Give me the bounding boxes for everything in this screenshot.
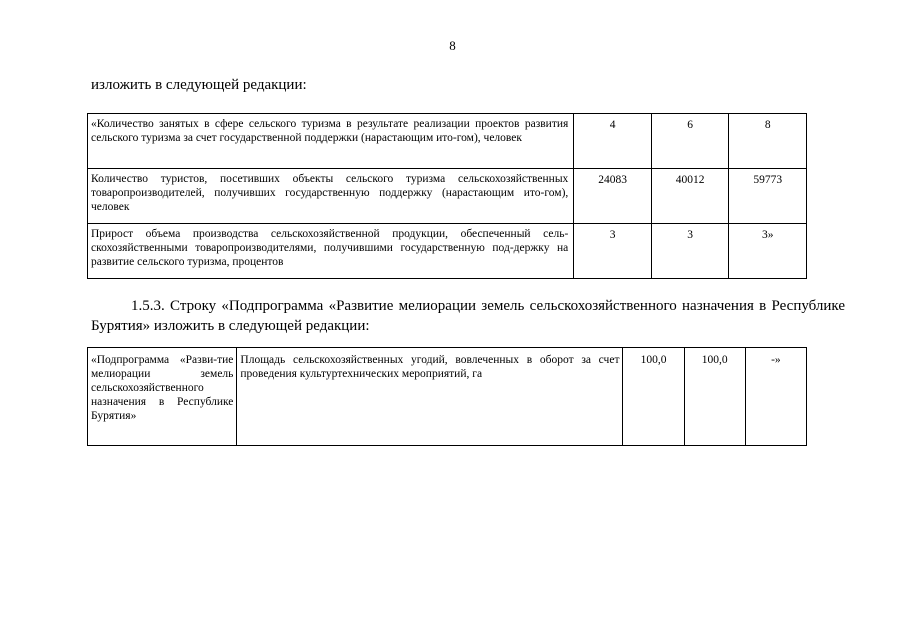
indicator-description: Количество туристов, посетивших объекты сельского туризма сельскохозяйственных товаропроизводителей, получивших государственную поддержку (нарастающим ито-гом), человек [88,169,574,224]
indicator-value: 100,0 [684,348,745,446]
table-row [88,114,807,169]
subprogram-table [87,347,807,446]
indicator-description: Площадь сельскохозяйственных угодий, вовлеченных в оборот за счет проведения культуртехнических мероприятий, га [237,348,623,446]
table-row [88,169,807,224]
table-row [88,348,807,446]
indicator-value: 59773 [729,169,807,224]
indicator-value: 6 [651,114,729,169]
indicator-value: 3» [729,224,807,279]
indicator-value: 3 [574,224,652,279]
indicator-value: 40012 [651,169,729,224]
intro-text: изложить в следующей редакции: [91,77,307,93]
indicator-value: 3 [651,224,729,279]
indicator-value: 4 [574,114,652,169]
table-row [88,224,807,279]
indicator-value: 24083 [574,169,652,224]
amendment-paragraph: 1.5.3. Строку «Подпрограмма «Развитие мелиорации земель сельскохозяйственного назначения в Республике Бурятия» изложить в следующей редакции: [91,298,845,334]
subprogram-name: «Подпрограмма «Разви-тие мелиорации земель сельскохозяйственного назначения в Республике Бурятия» [88,348,237,446]
indicator-value: 8 [729,114,807,169]
indicator-value: -» [745,348,806,446]
indicator-description: «Количество занятых в сфере сельского туризма в результате реализации проектов развития сельского туризма за счет государственной поддержки (нарастающим ито-гом), человек [88,114,574,169]
indicator-value: 100,0 [623,348,684,446]
page-number: 8 [449,38,456,53]
indicator-description: Прирост объема производства сельскохозяйственной продукции, обеспеченный сель-скохозяйственными товаропроизводителями, получившими государственную под-держку на развитие сельского туризма, процентов [88,224,574,279]
indicators-table [87,113,807,279]
